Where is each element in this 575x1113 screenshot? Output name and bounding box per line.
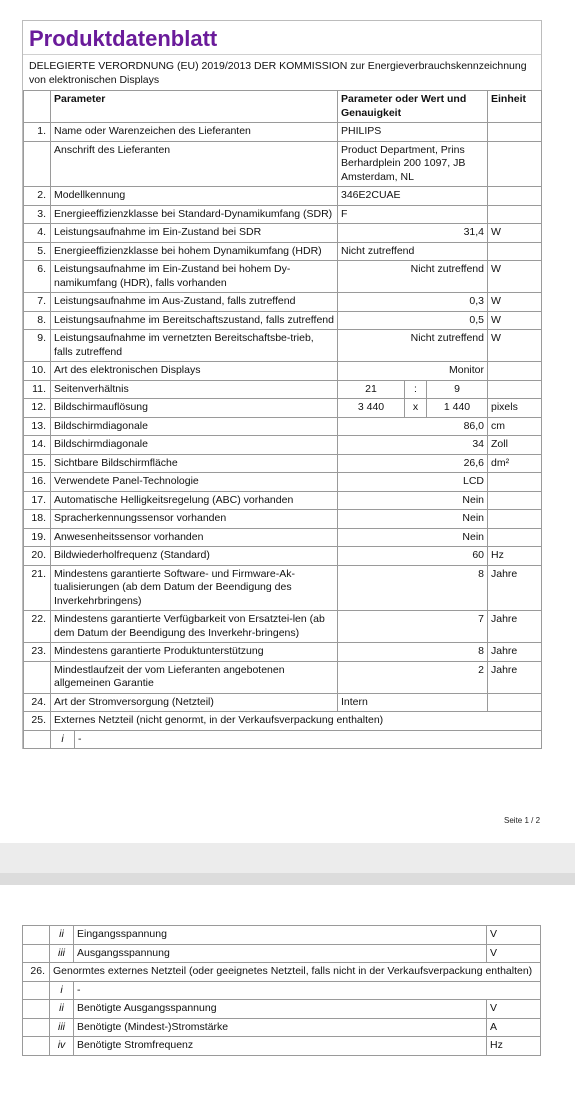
row-label: Modellkennung	[51, 187, 338, 206]
row-number: 8.	[24, 311, 51, 330]
row-unit: dm²	[488, 454, 542, 473]
table-row	[24, 242, 542, 261]
row-unit: W	[488, 293, 542, 312]
row-number: 17.	[24, 491, 51, 510]
row-label: Ausgangsspannung	[74, 944, 487, 963]
row-number: 24.	[24, 693, 51, 712]
page-divider	[0, 873, 575, 885]
row-number: 16.	[24, 473, 51, 492]
header-unit: Einheit	[488, 91, 542, 123]
ratio-width: 21	[338, 380, 405, 399]
row-value: Nein	[338, 510, 488, 529]
row-label: Bildschirmauflösung	[51, 399, 338, 418]
row-unit: W	[488, 311, 542, 330]
product-datasheet-page-1	[22, 20, 542, 749]
row-unit: W	[488, 224, 542, 243]
row-number: 6.	[24, 261, 51, 293]
page-number: Seite 1 / 2	[504, 816, 541, 825]
row-unit: A	[487, 1018, 541, 1037]
row-label: Leistungsaufnahme im Ein-Zustand bei hohem Dy-namikumfang (HDR), falls vorhanden	[51, 261, 338, 293]
row-label: Bildwiederholfrequenz (Standard)	[51, 547, 338, 566]
row-number: 25.	[24, 712, 51, 731]
table-row	[24, 311, 542, 330]
row-label: Externes Netzteil (nicht genormt, in der Verkaufsverpackung enthalten)	[51, 712, 542, 731]
row-label: Benötigte (Mindest-)Stromstärke	[74, 1018, 487, 1037]
row-number: 22.	[24, 611, 51, 643]
row-number: 4.	[24, 224, 51, 243]
resolution-height: 1 440	[427, 399, 488, 418]
page-gap	[0, 843, 575, 885]
row-number: 7.	[24, 293, 51, 312]
table-row	[24, 473, 542, 492]
row-label: -	[74, 981, 541, 1000]
row-value: 34	[338, 436, 488, 455]
table-row	[23, 944, 541, 963]
regulation-subtitle: DELEGIERTE VERORDNUNG (EU) 2019/2013 DER KOMMISSION zur Energieverbrauchskennzeichnung von elektronischen Displays	[23, 54, 541, 90]
table-row	[23, 981, 541, 1000]
table-row	[24, 330, 542, 362]
row-label: Genormtes externes Netzteil (oder geeignetes Netzteil, falls nicht in der Verkaufsverpackung enthalten)	[50, 963, 541, 982]
row-roman-index: iii	[50, 1018, 74, 1037]
page-title: Produktdatenblatt	[29, 26, 218, 51]
row-label: Mindestens garantierte Software- und Firmware-Ak-tualisierungen (ab dem Datum der Beendigung des Inverkehrbringens)	[51, 565, 338, 611]
row-label: Benötigte Stromfrequenz	[74, 1037, 487, 1056]
row-label: Spracherkennungssensor vorhanden	[51, 510, 338, 529]
row-unit: Jahre	[488, 643, 542, 662]
table-row	[23, 1000, 541, 1019]
table-row	[24, 261, 542, 293]
row-value: Nicht zutreffend	[338, 242, 488, 261]
row-number: 12.	[24, 399, 51, 418]
table-row	[24, 510, 542, 529]
row-number: 14.	[24, 436, 51, 455]
row-label: Mindestens garantierte Verfügbarkeit von Ersatztei-len (ab dem Datum der Beendigung des Inverkehr-bringens)	[51, 611, 338, 643]
row-label: Benötigte Ausgangsspannung	[74, 1000, 487, 1019]
row-value: Product Department, Prins Berhardplein 200 1097, JB Amsterdam, NL	[338, 141, 488, 187]
row-label: Leistungsaufnahme im Ein-Zustand bei SDR	[51, 224, 338, 243]
row-value: PHILIPS	[338, 123, 488, 142]
table-row	[24, 565, 542, 611]
table-row	[24, 224, 542, 243]
table-row	[24, 293, 542, 312]
row-value: Intern	[338, 693, 488, 712]
row-number: 20.	[24, 547, 51, 566]
row-label: Name oder Warenzeichen des Lieferanten	[51, 123, 338, 142]
row-label: Seitenverhältnis	[51, 380, 338, 399]
row-roman-index: ii	[50, 926, 74, 945]
row-unit: V	[487, 926, 541, 945]
row-label: Leistungsaufnahme im Bereitschaftszustand, falls zutreffend	[51, 311, 338, 330]
table-row	[24, 187, 542, 206]
row-label: Automatische Helligkeitsregelung (ABC) vorhanden	[51, 491, 338, 510]
table-row	[24, 123, 542, 142]
table-row	[24, 661, 542, 693]
table-row	[24, 643, 542, 662]
row-value: 8	[338, 643, 488, 662]
row-unit: W	[488, 330, 542, 362]
table-row	[24, 399, 542, 418]
row-value: 8	[338, 565, 488, 611]
row-unit: Hz	[488, 547, 542, 566]
row-label: Art des elektronischen Displays	[51, 362, 338, 381]
table-row	[24, 380, 542, 399]
row-number: 3.	[24, 205, 51, 224]
datasheet-table-continued	[22, 925, 541, 1056]
table-row	[24, 362, 542, 381]
row-number: 18.	[24, 510, 51, 529]
datasheet-table	[23, 90, 542, 749]
row-unit: Jahre	[488, 611, 542, 643]
row-value: Nicht zutreffend	[338, 330, 488, 362]
header-value: Parameter oder Wert und Genauigkeit	[338, 91, 488, 123]
row-unit: pixels	[488, 399, 542, 418]
row-value: 31,4	[338, 224, 488, 243]
table-row	[24, 712, 542, 731]
row-number: 11.	[24, 380, 51, 399]
row-label: Anwesenheitssensor vorhanden	[51, 528, 338, 547]
row-value: 86,0	[338, 417, 488, 436]
row-number: 10.	[24, 362, 51, 381]
row-unit: Hz	[487, 1037, 541, 1056]
row-unit: V	[487, 944, 541, 963]
resolution-width: 3 440	[338, 399, 405, 418]
resolution-separator: x	[405, 399, 427, 418]
row-label: Bildschirmdiagonale	[51, 417, 338, 436]
table-row	[24, 611, 542, 643]
row-unit: Jahre	[488, 661, 542, 693]
row-value: 60	[338, 547, 488, 566]
row-label: Mindestlaufzeit der vom Lieferanten angebotenen allgemeinen Garantie	[51, 661, 338, 693]
table-row	[24, 141, 542, 187]
row-value: LCD	[338, 473, 488, 492]
row-value: 0,3	[338, 293, 488, 312]
row-number: 21.	[24, 565, 51, 611]
row-number: 9.	[24, 330, 51, 362]
ratio-separator: :	[405, 380, 427, 399]
row-label: Bildschirmdiagonale	[51, 436, 338, 455]
row-number: 15.	[24, 454, 51, 473]
row-number: 5.	[24, 242, 51, 261]
table-row	[23, 1018, 541, 1037]
row-number: 13.	[24, 417, 51, 436]
row-label: Leistungsaufnahme im vernetzten Bereitschaftsbe-trieb, falls zutreffend	[51, 330, 338, 362]
table-row	[24, 547, 542, 566]
row-value: Nein	[338, 491, 488, 510]
row-value: 0,5	[338, 311, 488, 330]
row-value: F	[338, 205, 488, 224]
row-unit: cm	[488, 417, 542, 436]
product-datasheet-page-2	[22, 925, 540, 1056]
row-number: 23.	[24, 643, 51, 662]
row-label: -	[75, 730, 542, 749]
row-value: 26,6	[338, 454, 488, 473]
row-value: 346E2CUAE	[338, 187, 488, 206]
row-value: Monitor	[338, 362, 488, 381]
table-row	[23, 1037, 541, 1056]
table-row	[24, 454, 542, 473]
row-value: 7	[338, 611, 488, 643]
row-unit: Jahre	[488, 565, 542, 611]
row-label: Energieeffizienzklasse bei hohem Dynamikumfang (HDR)	[51, 242, 338, 261]
row-label: Sichtbare Bildschirmfläche	[51, 454, 338, 473]
table-row	[23, 963, 541, 982]
row-label: Art der Stromversorgung (Netzteil)	[51, 693, 338, 712]
row-roman-index: i	[50, 981, 74, 1000]
row-number: 1.	[24, 123, 51, 142]
table-row	[24, 693, 542, 712]
row-roman-index: i	[51, 730, 75, 749]
table-row	[23, 926, 541, 945]
row-value: Nein	[338, 528, 488, 547]
row-roman-index: iii	[50, 944, 74, 963]
row-unit: Zoll	[488, 436, 542, 455]
table-row	[24, 436, 542, 455]
row-number: 2.	[24, 187, 51, 206]
row-number: 26.	[23, 963, 50, 982]
row-value: Nicht zutreffend	[338, 261, 488, 293]
row-label: Energieeffizienzklasse bei Standard-Dynamikumfang (SDR)	[51, 205, 338, 224]
table-row	[24, 491, 542, 510]
table-row	[24, 528, 542, 547]
table-row	[24, 205, 542, 224]
row-label: Eingangsspannung	[74, 926, 487, 945]
row-label: Leistungsaufnahme im Aus-Zustand, falls zutreffend	[51, 293, 338, 312]
header-parameter: Parameter	[51, 91, 338, 123]
row-roman-index: ii	[50, 1000, 74, 1019]
table-header-row	[24, 91, 542, 123]
row-label: Anschrift des Lieferanten	[51, 141, 338, 187]
row-unit: V	[487, 1000, 541, 1019]
ratio-height: 9	[427, 380, 488, 399]
row-label: Verwendete Panel-Technologie	[51, 473, 338, 492]
table-row	[24, 417, 542, 436]
table-row	[24, 730, 542, 749]
row-number: 19.	[24, 528, 51, 547]
row-unit: W	[488, 261, 542, 293]
row-label: Mindestens garantierte Produktunterstützung	[51, 643, 338, 662]
row-roman-index: iv	[50, 1037, 74, 1056]
row-value: 2	[338, 661, 488, 693]
